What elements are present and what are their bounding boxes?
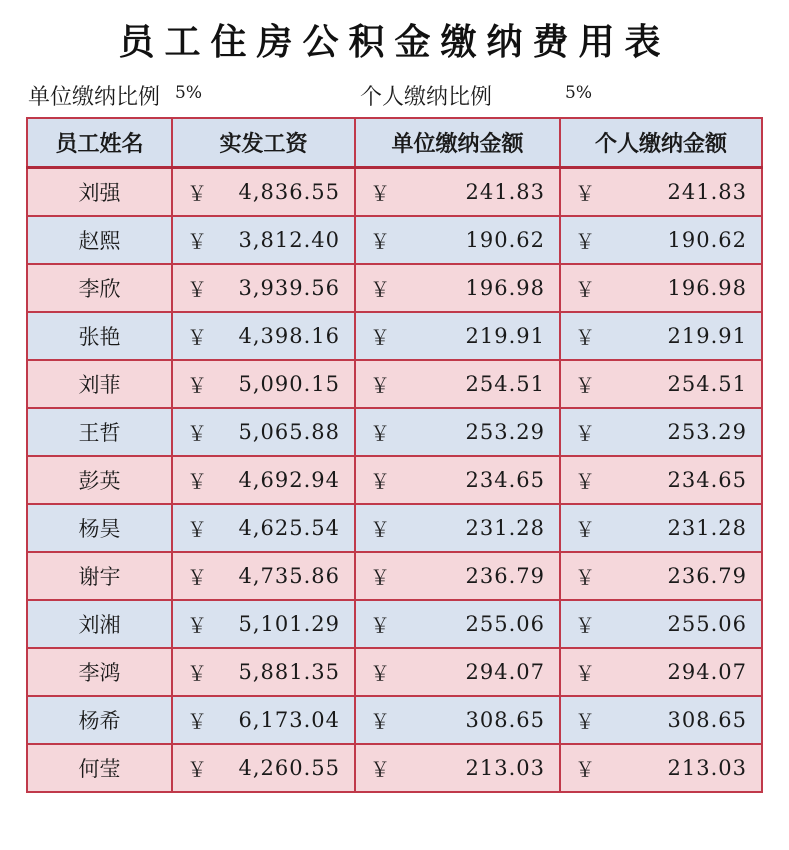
personal-contribution-cell[interactable]	[560, 600, 762, 648]
unit-contribution-cell[interactable]	[355, 696, 560, 744]
unit-contribution-cell[interactable]	[355, 744, 560, 792]
page-title: 员工住房公积金缴纳费用表	[118, 21, 671, 63]
unit-contribution-cell[interactable]	[355, 408, 560, 456]
amount-value: 254.51	[667, 372, 747, 396]
employee-name-cell[interactable]: 杨昊	[27, 504, 172, 552]
personal-contribution-cell[interactable]	[560, 360, 762, 408]
currency-symbol: ￥	[370, 613, 390, 638]
amount-value: 308.65	[667, 708, 747, 732]
amount-value: 4,836.55	[238, 180, 340, 204]
amount-value: 196.98	[667, 276, 747, 300]
net-salary-cell[interactable]	[172, 696, 355, 744]
header-unit-contribution[interactable]: 单位缴纳金额	[355, 118, 560, 168]
currency-symbol: ￥	[370, 757, 390, 782]
currency-symbol: ￥	[370, 709, 390, 734]
unit-rate-value[interactable]: 5%	[175, 83, 202, 103]
unit-contribution-cell[interactable]	[355, 216, 560, 264]
currency-symbol: ￥	[187, 469, 207, 494]
personal-contribution-cell[interactable]	[560, 648, 762, 696]
amount-value: 190.62	[465, 228, 545, 252]
net-salary-cell[interactable]	[172, 312, 355, 360]
currency-symbol: ￥	[575, 469, 595, 494]
currency-symbol: ￥	[187, 757, 207, 782]
amount-value: 254.51	[465, 372, 545, 396]
amount-value: 196.98	[465, 276, 545, 300]
table-row	[27, 408, 762, 456]
amount-value: 219.91	[667, 324, 747, 348]
unit-contribution-cell[interactable]	[355, 168, 560, 217]
table-header-row	[27, 118, 762, 168]
amount-value: 253.29	[465, 420, 545, 444]
net-salary-cell[interactable]	[172, 648, 355, 696]
personal-contribution-cell[interactable]	[560, 696, 762, 744]
unit-contribution-cell[interactable]	[355, 456, 560, 504]
currency-symbol: ￥	[575, 325, 595, 350]
header-net-salary[interactable]: 实发工资	[172, 118, 355, 168]
net-salary-cell[interactable]	[172, 600, 355, 648]
amount-value: 236.79	[667, 564, 747, 588]
table-row	[27, 696, 762, 744]
table-body	[27, 168, 762, 793]
currency-symbol: ￥	[575, 373, 595, 398]
net-salary-cell[interactable]	[172, 264, 355, 312]
currency-symbol: ￥	[370, 565, 390, 590]
currency-symbol: ￥	[187, 373, 207, 398]
currency-symbol: ￥	[187, 709, 207, 734]
employee-name-cell[interactable]: 彭英	[27, 456, 172, 504]
net-salary-cell[interactable]	[172, 744, 355, 792]
net-salary-cell[interactable]	[172, 360, 355, 408]
employee-name-cell[interactable]: 刘强	[27, 168, 172, 217]
amount-value: 5,881.35	[238, 660, 340, 684]
employee-name-cell[interactable]: 谢宇	[27, 552, 172, 600]
amount-value: 231.28	[465, 516, 545, 540]
personal-rate-label: 个人缴纳比例	[360, 85, 493, 110]
housing-fund-table	[26, 117, 763, 793]
amount-value: 294.07	[667, 660, 747, 684]
currency-symbol: ￥	[575, 517, 595, 542]
amount-value: 5,065.88	[238, 420, 340, 444]
personal-contribution-cell[interactable]	[560, 312, 762, 360]
personal-contribution-cell[interactable]	[560, 216, 762, 264]
employee-name-cell[interactable]: 张艳	[27, 312, 172, 360]
amount-value: 231.28	[667, 516, 747, 540]
personal-contribution-cell[interactable]	[560, 456, 762, 504]
net-salary-cell[interactable]	[172, 456, 355, 504]
net-salary-cell[interactable]	[172, 504, 355, 552]
employee-name-cell[interactable]: 李欣	[27, 264, 172, 312]
table-row	[27, 168, 762, 217]
net-salary-cell[interactable]	[172, 552, 355, 600]
net-salary-cell[interactable]	[172, 216, 355, 264]
header-personal-contribution[interactable]: 个人缴纳金额	[560, 118, 762, 168]
unit-contribution-cell[interactable]	[355, 552, 560, 600]
amount-value: 241.83	[465, 180, 545, 204]
table-row	[27, 600, 762, 648]
table-row	[27, 264, 762, 312]
employee-name-cell[interactable]: 王哲	[27, 408, 172, 456]
employee-name-cell[interactable]: 赵熙	[27, 216, 172, 264]
currency-symbol: ￥	[187, 277, 207, 302]
table-row	[27, 648, 762, 696]
amount-value: 234.65	[667, 468, 747, 492]
currency-symbol: ￥	[575, 181, 595, 206]
unit-contribution-cell[interactable]	[355, 360, 560, 408]
amount-value: 5,090.15	[238, 372, 340, 396]
currency-symbol: ￥	[187, 661, 207, 686]
currency-symbol: ￥	[187, 517, 207, 542]
currency-symbol: ￥	[187, 565, 207, 590]
personal-contribution-cell[interactable]	[560, 264, 762, 312]
personal-contribution-cell[interactable]	[560, 408, 762, 456]
unit-contribution-cell[interactable]	[355, 600, 560, 648]
net-salary-cell[interactable]	[172, 408, 355, 456]
net-salary-cell[interactable]	[172, 168, 355, 217]
amount-value: 213.03	[465, 756, 545, 780]
employee-name-cell[interactable]: 刘湘	[27, 600, 172, 648]
currency-symbol: ￥	[575, 661, 595, 686]
currency-symbol: ￥	[187, 325, 207, 350]
personal-rate-value[interactable]: 5%	[565, 83, 592, 103]
currency-symbol: ￥	[370, 373, 390, 398]
currency-symbol: ￥	[370, 661, 390, 686]
amount-value: 3,939.56	[238, 276, 340, 300]
table-row	[27, 456, 762, 504]
currency-symbol: ￥	[575, 421, 595, 446]
table-row	[27, 552, 762, 600]
table-row	[27, 312, 762, 360]
currency-symbol: ￥	[370, 469, 390, 494]
employee-name-cell[interactable]: 李鸿	[27, 648, 172, 696]
table-row	[27, 744, 762, 792]
amount-value: 236.79	[465, 564, 545, 588]
amount-value: 294.07	[465, 660, 545, 684]
unit-rate-label: 单位缴纳比例	[28, 85, 161, 110]
unit-contribution-cell[interactable]	[355, 648, 560, 696]
currency-symbol: ￥	[370, 229, 390, 254]
unit-contribution-cell[interactable]	[355, 504, 560, 552]
employee-name-cell[interactable]: 杨希	[27, 696, 172, 744]
currency-symbol: ￥	[575, 757, 595, 782]
amount-value: 4,692.94	[238, 468, 340, 492]
currency-symbol: ￥	[370, 325, 390, 350]
amount-value: 234.65	[465, 468, 545, 492]
amount-value: 6,173.04	[238, 708, 340, 732]
unit-contribution-cell[interactable]	[355, 312, 560, 360]
currency-symbol: ￥	[575, 613, 595, 638]
amount-value: 4,260.55	[238, 756, 340, 780]
currency-symbol: ￥	[187, 613, 207, 638]
personal-contribution-cell[interactable]	[560, 504, 762, 552]
personal-contribution-cell[interactable]	[560, 552, 762, 600]
currency-symbol: ￥	[370, 517, 390, 542]
unit-contribution-cell[interactable]	[355, 264, 560, 312]
amount-value: 255.06	[667, 612, 747, 636]
table-row	[27, 216, 762, 264]
currency-symbol: ￥	[370, 181, 390, 206]
currency-symbol: ￥	[370, 421, 390, 446]
amount-value: 4,398.16	[238, 324, 340, 348]
currency-symbol: ￥	[575, 277, 595, 302]
amount-value: 213.03	[667, 756, 747, 780]
currency-symbol: ￥	[575, 709, 595, 734]
amount-value: 5,101.29	[238, 612, 340, 636]
currency-symbol: ￥	[575, 565, 595, 590]
amount-value: 190.62	[667, 228, 747, 252]
currency-symbol: ￥	[187, 181, 207, 206]
personal-contribution-cell[interactable]	[560, 744, 762, 792]
amount-value: 4,735.86	[238, 564, 340, 588]
amount-value: 308.65	[465, 708, 545, 732]
employee-name-cell[interactable]: 刘菲	[27, 360, 172, 408]
amount-value: 253.29	[667, 420, 747, 444]
currency-symbol: ￥	[187, 421, 207, 446]
table-row	[27, 504, 762, 552]
amount-value: 4,625.54	[238, 516, 340, 540]
currency-symbol: ￥	[575, 229, 595, 254]
amount-value: 241.83	[667, 180, 747, 204]
amount-value: 3,812.40	[238, 228, 340, 252]
amount-value: 255.06	[465, 612, 545, 636]
currency-symbol: ￥	[370, 277, 390, 302]
currency-symbol: ￥	[187, 229, 207, 254]
header-employee-name[interactable]: 员工姓名	[27, 118, 172, 168]
contribution-rates	[0, 80, 789, 110]
personal-contribution-cell[interactable]	[560, 168, 762, 217]
table-row	[27, 360, 762, 408]
amount-value: 219.91	[465, 324, 545, 348]
employee-name-cell[interactable]: 何莹	[27, 744, 172, 792]
